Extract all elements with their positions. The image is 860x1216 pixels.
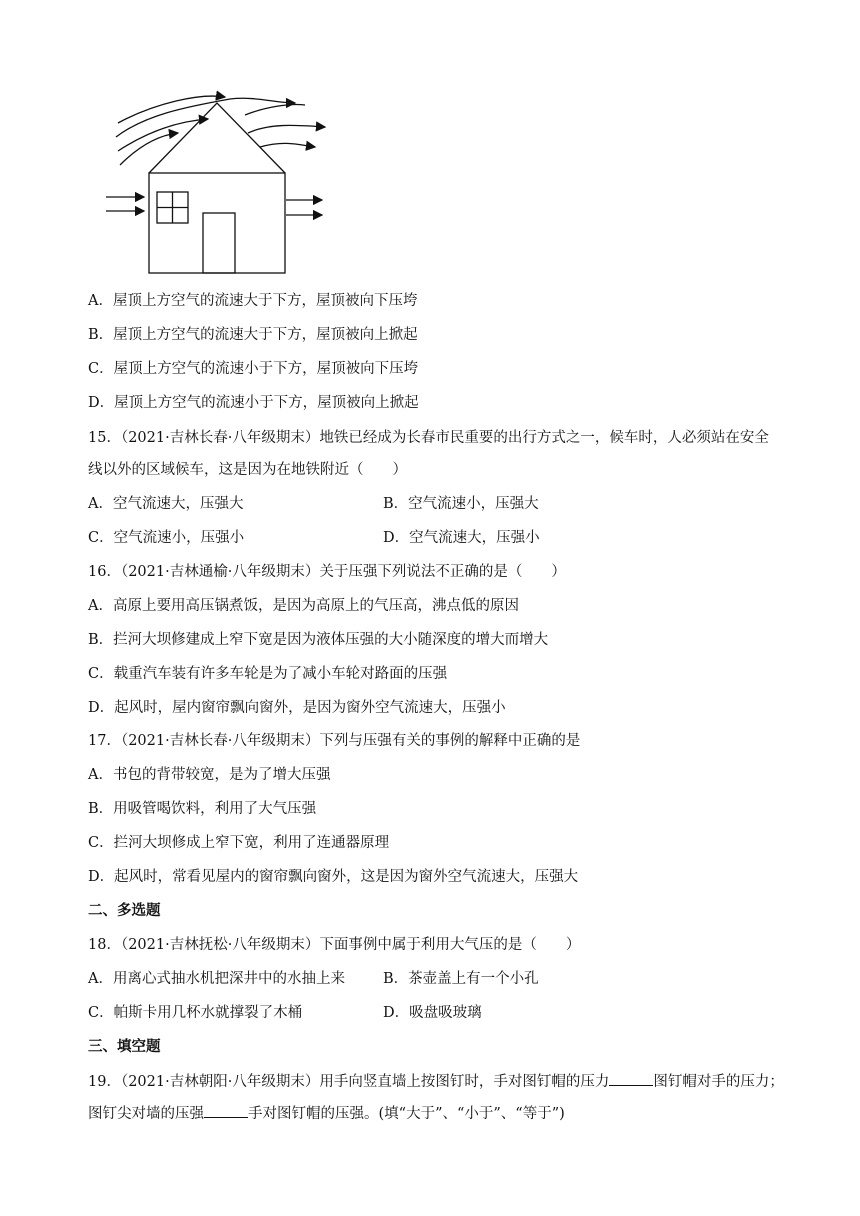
q14-option-b: B．屋顶上方空气的流速大于下方，屋顶被向上掀起	[88, 327, 418, 343]
house-door	[203, 213, 235, 273]
q16-option-d: D．起风时，屋内窗帘飘向窗外，是因为窗外空气流速大，压强小	[88, 700, 506, 716]
q18-option-d: D．吸盘吸玻璃	[383, 1005, 482, 1021]
answer-blank[interactable]	[204, 1103, 248, 1118]
q18-stem: 18．（2021·吉林抚松·八年级期末）下面事例中属于利用大气压的是（ ）	[88, 937, 581, 953]
section-heading-multi-choice: 二、多选题	[88, 903, 161, 919]
airflow-line	[118, 119, 208, 151]
answer-blank[interactable]	[609, 1071, 653, 1086]
airflow-line	[116, 98, 295, 137]
q16-option-a: A．高原上要用高压锅煮饭，是因为高原上的气压高，沸点低的原因	[88, 598, 519, 614]
q19-stem-line1: 19．（2021·吉林朝阳·八年级期末）用手向竖直墙上按图钉时，手对图钉帽的压力 图钉帽对手的压力；	[88, 1071, 784, 1092]
section-heading-fill-blank: 三、填空题	[88, 1039, 161, 1055]
q15-stem-line2: 线以外的区域候车，这是因为在地铁附近（ ）	[88, 462, 407, 478]
q16-option-b: B．拦河大坝修建成上窄下宽是因为液体压强的大小随深度的增大而增大	[88, 632, 549, 648]
airflow-line	[120, 133, 178, 165]
q17-option-c: C．拦河大坝修成上窄下宽，利用了连通器原理	[88, 835, 390, 851]
q14-option-d: D．屋顶上方空气的流速小于下方，屋顶被向上掀起	[88, 395, 419, 411]
q18-option-c: C．帕斯卡用几杯水就撑裂了木桶	[88, 1005, 303, 1021]
q15-option-a: A．空气流速大，压强大	[88, 496, 244, 512]
q16-stem: 16．（2021·吉林通榆·八年级期末）关于压强下列说法不正确的是（ ）	[88, 564, 566, 580]
q15-option-c: C．空气流速小，压强小	[88, 530, 245, 546]
q17-option-b: B．用吸管喝饮料，利用了大气压强	[88, 801, 317, 817]
q15-option-b: B．空气流速小，压强大	[383, 496, 539, 512]
q17-option-a: A．书包的背带较宽，是为了增大压强	[88, 767, 331, 783]
q14-option-c: C．屋顶上方空气的流速小于下方，屋顶被向下压垮	[88, 361, 419, 377]
q16-option-c: C．载重汽车装有许多车轮是为了减小车轮对路面的压强	[88, 666, 448, 682]
q18-option-b: B．茶壶盖上有一个小孔	[383, 971, 539, 987]
q17-stem: 17．（2021·吉林长春·八年级期末）下列与压强有关的事例的解释中正确的是	[88, 733, 581, 749]
airflow-line	[245, 104, 305, 115]
q15-option-d: D．空气流速大，压强小	[383, 530, 540, 546]
house-wind-diagram	[100, 85, 340, 280]
airflow-line	[248, 125, 325, 133]
house-roof	[149, 103, 285, 173]
q19-stem-line2: 图钉尖对墙的压强 手对图钉帽的压强。(填“大于”、“小于”、“等于”)	[88, 1103, 565, 1124]
airflow-line	[260, 143, 315, 147]
airflow-line	[118, 96, 225, 123]
q18-option-a: A．用离心式抽水机把深井中的水抽上来	[88, 971, 345, 987]
q15-stem-line1: 15．（2021·吉林长春·八年级期末）地铁已经成为长春市民重要的出行方式之一，候车时，人必须站在安全	[88, 430, 769, 446]
q14-option-a: A．屋顶上方空气的流速大于下方，屋顶被向下压垮	[88, 293, 418, 309]
q17-option-d: D．起风时，常看见屋内的窗帘飘向窗外，这是因为窗外空气流速大，压强大	[88, 869, 579, 885]
